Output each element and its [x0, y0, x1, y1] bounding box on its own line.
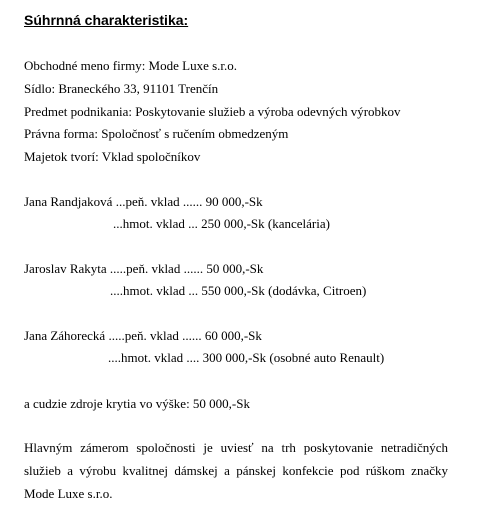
partner-3-asset-contribution: ....hmot. vklad .... 300 000,-Sk (osobné auto Renault) — [108, 350, 385, 365]
partner-3-cash-contribution: Jana Záhorecká .....peň. vklad ...... 60 000,-Sk — [24, 328, 262, 343]
partner-2-cash-contribution: Jaroslav Rakyta .....peň. vklad ...... 50 000,-Sk — [24, 261, 264, 276]
assets-line: Majetok tvorí: Vklad spoločníkov — [24, 149, 201, 164]
business-subject-line: Predmet podnikania: Poskytovanie služieb a výroba odevných výrobkov — [24, 104, 401, 119]
partner-1-cash-contribution: Jana Randjaková ...peň. vklad ...... 90 000,-Sk — [24, 194, 263, 209]
headquarters-line: Sídlo: Braneckého 33, 91101 Trenčín — [24, 81, 219, 96]
partner-1-asset-contribution: ...hmot. vklad ... 250 000,-Sk (kancelária) — [113, 216, 330, 231]
goal-paragraph: Hlavným zámerom spoločnosti je uviesť na trh poskytovanie netradičných služieb a výrobu kvalitnej dámskej a pánskej konfekcie pod rúškom značky Mode Luxe s.r.o. — [24, 440, 448, 501]
external-funding-line: a cudzie zdroje krytia vo výške: 50 000,-Sk — [24, 396, 250, 411]
legal-form-line: Právna forma: Spoločnosť s ručením obmedzeným — [24, 126, 289, 141]
section-heading: Súhrnná charakteristika: — [24, 12, 189, 28]
company-name-line: Obchodné meno firmy: Mode Luxe s.r.o. — [24, 58, 238, 73]
partner-2-asset-contribution: ....hmot. vklad ... 550 000,-Sk (dodávka, Citroen) — [110, 283, 367, 298]
